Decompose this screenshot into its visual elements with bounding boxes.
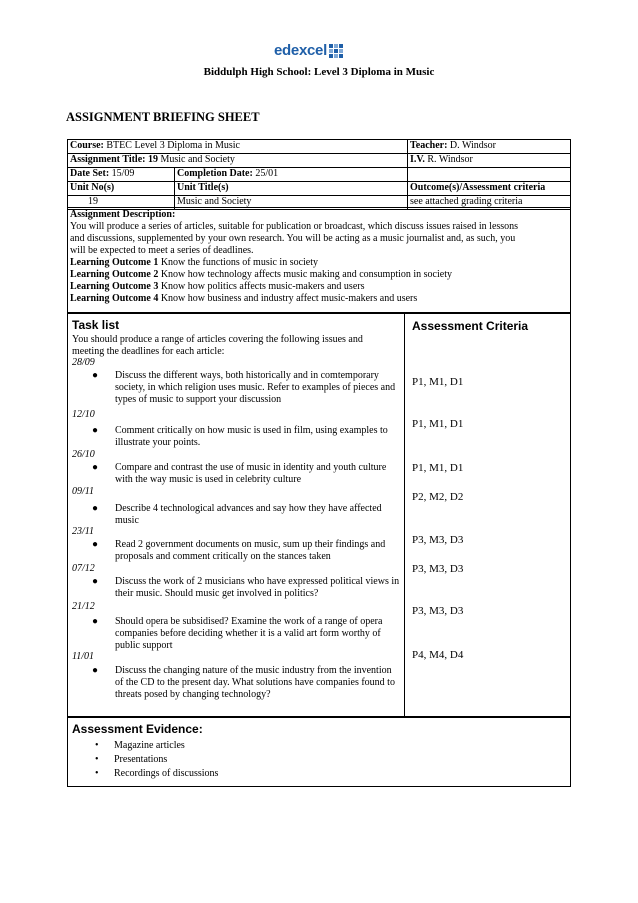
description-line: will be expected to meet a series of deadlines. bbox=[70, 245, 254, 256]
evidence-item: • Magazine articles bbox=[95, 740, 185, 751]
bullet-icon: • bbox=[95, 740, 99, 751]
task-text: Describe 4 technological advances and say how they have affected music bbox=[115, 503, 382, 526]
bullet-icon: ● bbox=[92, 503, 99, 514]
task-deadline: 11/01 bbox=[72, 651, 95, 662]
task-text: Discuss the changing nature of the music industry from the invention of the CD to the present day. What solutions have companies found to threats posed by changing technology? bbox=[115, 665, 395, 700]
task-intro: You should produce a range of articles covering the following issues and meeting the deadlines for each article: bbox=[72, 334, 363, 357]
iv-value: R. Windsor bbox=[424, 154, 473, 165]
bullet-icon: ● bbox=[92, 462, 99, 473]
evidence-item: • Recordings of discussions bbox=[95, 768, 219, 779]
criteria-heading: Assessment Criteria bbox=[412, 319, 529, 333]
logo-wordmark: edexcel bbox=[274, 42, 327, 59]
bullet-icon: ● bbox=[92, 370, 99, 381]
bullet-icon: ● bbox=[92, 576, 99, 587]
description-heading: Assignment Description: bbox=[70, 209, 176, 220]
task-text: Compare and contrast the use of music in identity and youth culture with the way music is used in celebrity culture bbox=[115, 462, 387, 485]
criteria-value: P4, M4, D4 bbox=[412, 649, 464, 661]
criteria-value: P2, M2, D2 bbox=[412, 491, 464, 503]
course-label: Course: bbox=[70, 140, 104, 151]
outcomes-header: Outcome(s)/Assessment criteria bbox=[410, 182, 546, 193]
bullet-icon: ● bbox=[92, 616, 99, 627]
edexcel-logo bbox=[274, 42, 343, 59]
learning-outcome-2: Learning Outcome 2 Know how technology affects music making and consumption in society bbox=[70, 269, 452, 280]
task-list-column bbox=[68, 314, 405, 716]
task-deadline: 09/11 bbox=[72, 486, 95, 497]
evidence-heading: Assessment Evidence: bbox=[72, 722, 203, 736]
assignment-title-value: Music and Society bbox=[157, 154, 235, 165]
course-row bbox=[68, 140, 570, 154]
unit-title-header: Unit Title(s) bbox=[177, 182, 229, 193]
task-list-heading: Task list bbox=[72, 318, 120, 332]
bullet-icon: ● bbox=[92, 425, 99, 436]
logo-grid-icon bbox=[329, 44, 343, 58]
task-deadline: 07/12 bbox=[72, 563, 95, 574]
bullet-icon: ● bbox=[92, 665, 99, 676]
task-deadline: 12/10 bbox=[72, 409, 95, 420]
criteria-value: P1, M1, D1 bbox=[412, 376, 464, 388]
learning-outcome-4: Learning Outcome 4 Know how business and industry affect music-makers and users bbox=[70, 293, 418, 304]
learning-outcome-3: Learning Outcome 3 Know how politics affects music-makers and users bbox=[70, 281, 365, 292]
criteria-value: P3, M3, D3 bbox=[412, 534, 464, 546]
task-deadline: 21/12 bbox=[72, 601, 95, 612]
sheet-title: ASSIGNMENT BRIEFING SHEET bbox=[66, 110, 260, 124]
teacher-label: Teacher: bbox=[410, 140, 448, 151]
description-line: You will produce a series of articles, suitable for publication or broadcast, which discuss issues raised in lessons bbox=[70, 221, 519, 232]
outcomes-value: see attached grading criteria bbox=[410, 196, 523, 207]
assessment-criteria-column bbox=[405, 314, 570, 716]
bullet-icon: ● bbox=[92, 539, 99, 550]
task-deadline: 26/10 bbox=[72, 449, 95, 460]
task-text: Discuss the work of 2 musicians who have expressed political views in their music. Should music get involved in politics? bbox=[115, 576, 400, 599]
completion-date-label: Completion Date: bbox=[177, 168, 253, 179]
unit-no: 19 bbox=[68, 196, 175, 209]
task-text: Comment critically on how music is used in film, using examples to illustrate your points. bbox=[115, 425, 388, 448]
date-set-value: 15/09 bbox=[109, 168, 135, 179]
course-value: BTEC Level 3 Diploma in Music bbox=[103, 140, 240, 151]
evidence-item: • Presentations bbox=[95, 754, 168, 765]
description-line: and discussions, supplemented by your own research. You will be acting as a music journalist and, as such, you bbox=[70, 233, 516, 244]
learning-outcome-1: Learning Outcome 1 Know the functions of music in society bbox=[70, 257, 319, 268]
assessment-evidence-section bbox=[67, 717, 571, 787]
task-text: Discuss the different ways, both historically and in comtemporary society, in which religion uses music. Refer to examples of pieces and types of music to support your discussion bbox=[115, 370, 396, 405]
unit-no-header: Unit No(s) bbox=[70, 182, 115, 193]
unit-title: Music and Society bbox=[175, 196, 408, 209]
criteria-value: P1, M1, D1 bbox=[412, 462, 464, 474]
criteria-value: P3, M3, D3 bbox=[412, 605, 464, 617]
dates-row bbox=[68, 168, 570, 182]
iv-label: I.V. bbox=[410, 154, 425, 165]
task-text: Should opera be subsidised? Examine the work of a range of opera companies before deciding whether it is a valid art form worthy of public support bbox=[115, 616, 383, 651]
bullet-icon: • bbox=[95, 754, 99, 765]
assignment-title-label: Assignment Title: 19 bbox=[70, 154, 158, 165]
school-title: Biddulph High School: Level 3 Diploma in Music bbox=[203, 66, 435, 78]
assignment-title-row bbox=[68, 154, 570, 168]
teacher-value: D. Windsor bbox=[447, 140, 496, 151]
date-set-label: Date Set: bbox=[70, 168, 110, 179]
task-text: Read 2 government documents on music, sum up their findings and proposals and comment critically on the stances taken bbox=[115, 539, 386, 562]
assignment-description bbox=[67, 207, 571, 313]
task-deadline: 23/11 bbox=[72, 526, 95, 537]
criteria-value: P1, M1, D1 bbox=[412, 418, 464, 430]
completion-date-value: 25/01 bbox=[252, 168, 279, 179]
course-details-table bbox=[67, 139, 571, 210]
unit-header-row bbox=[68, 182, 570, 196]
criteria-value: P3, M3, D3 bbox=[412, 563, 464, 575]
task-deadline: 28/09 bbox=[72, 357, 95, 368]
bullet-icon: • bbox=[95, 768, 99, 779]
task-list-section bbox=[67, 313, 571, 717]
